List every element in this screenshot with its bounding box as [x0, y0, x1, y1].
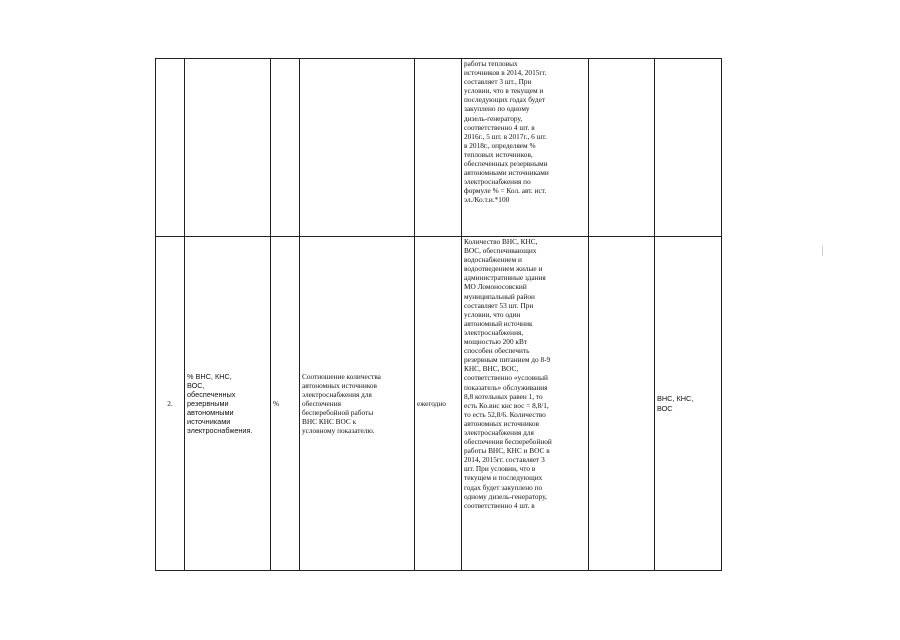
- definition-cell: [300, 237, 415, 571]
- indicator-name-cell: [185, 237, 271, 571]
- unit-cell: [271, 59, 300, 237]
- calculation-method-cell: [462, 237, 589, 571]
- frequency-cell: [415, 59, 462, 237]
- unit-value: %: [273, 398, 280, 408]
- definition-cell: [300, 59, 415, 237]
- number-cell: [156, 237, 185, 571]
- number-cell: [156, 59, 185, 237]
- empty-cell: [589, 59, 655, 237]
- indicator-name: % ВНС, КНС, ВОС, обеспеченных резервными автономными источниками электроснабжения.: [187, 371, 253, 436]
- objects-cell: [655, 59, 722, 237]
- calculation-method-cell: [462, 59, 589, 237]
- objects-text: ВНС, КНС, ВОС: [657, 394, 694, 413]
- frequency-text: ежегодно: [417, 398, 446, 408]
- row-number: 2.: [167, 398, 173, 408]
- empty-cell: [589, 237, 655, 571]
- table-row-2: [156, 237, 722, 571]
- calculation-method-text: Количество ВНС, КНС, ВОС, обеспечивающих водоснабжением и водоотведением жилые и административные здания МО Ломоносовский муниципальный район составляет 53 шт. При условии, что один автономный источник электроснабжения, мощностью 200 кВт способен обеспечить резервным питанием до 8-9 КНС, ВНС, ВОС, соответственно «условный показатель» обслуживания 8,8 котельных равен 1, то есть Ко.внс кнс вос = 8,8/1, то есть 52,8/6. Количество автономных источников электроснабжения для обеспечения бесперебойной работы ВНС, КНС и ВОС в 2014, 2015гг. составляет 3 шт. При условии, что в текущем и последующих годах будет закуплено по одному дизель-генератору, соответственно 4 шт. в: [464, 237, 552, 510]
- scan-mark: [822, 246, 823, 256]
- objects-cell: [655, 237, 722, 571]
- unit-cell: [271, 237, 300, 571]
- frequency-cell: [415, 237, 462, 571]
- indicators-table: [155, 58, 722, 571]
- table-row-continued: [156, 59, 722, 237]
- definition-text: Соотношение количества автономных источников электроснабжения для обеспечения бесперебойной работы ВНС КНС ВОС к условному показателю.: [302, 371, 381, 436]
- calculation-method-text: работы тепловых источников в 2014, 2015гг. составляет 3 шт., При условии, что в текущем и последующих годах будет закуплено по одному дизель-генератору, соответственно 4 шт. в 2016г., 5 шт. в 2017г., 6 шт. в 2018г., определяем % тепловых источников, обеспеченных резервными автономными источниками электроснабжения по формуле % = Кол. авт. ист. эл./Ко.т.и.*100: [464, 59, 549, 205]
- indicator-name-cell: [185, 59, 271, 237]
